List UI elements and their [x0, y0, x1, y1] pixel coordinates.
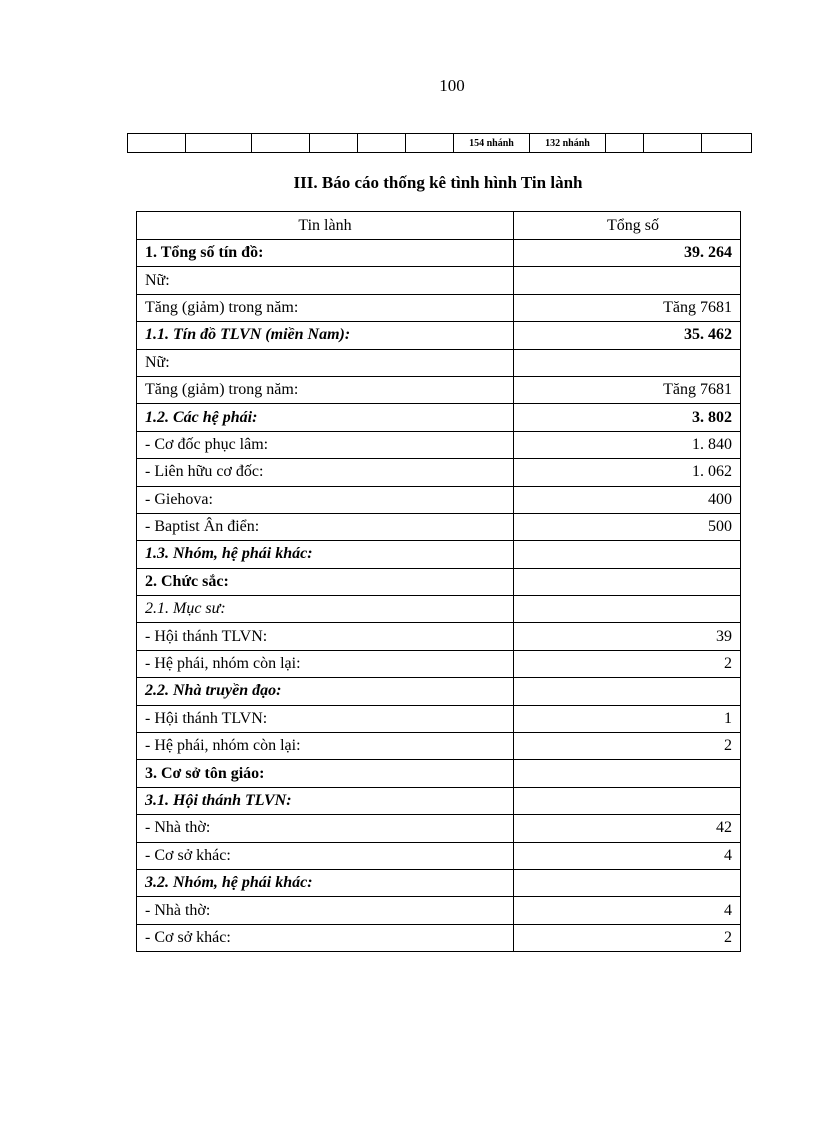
row-label: 1. Tổng số tín đồ: [137, 240, 514, 267]
table-row [137, 568, 741, 595]
table-row [137, 486, 741, 513]
row-label: Nữ: [137, 349, 514, 376]
row-value [514, 541, 741, 568]
table-row [137, 897, 741, 924]
table-row [137, 267, 741, 294]
row-value: 42 [514, 815, 741, 842]
table-row [137, 869, 741, 896]
row-value: 4 [514, 897, 741, 924]
protestant-statistics-table [136, 211, 741, 952]
row-label: - Liên hữu cơ đốc: [137, 459, 514, 486]
table-row [137, 431, 741, 458]
table-row [137, 815, 741, 842]
row-value: 39. 264 [514, 240, 741, 267]
row-value: 39 [514, 623, 741, 650]
row-value: Tăng 7681 [514, 294, 741, 321]
table-row [137, 924, 741, 951]
row-label: 2.1. Mục sư: [137, 596, 514, 623]
table-row [137, 376, 741, 403]
row-label: 1.1. Tín đồ TLVN (miền Nam): [137, 322, 514, 349]
continued-table-row [127, 133, 752, 153]
row-value [514, 349, 741, 376]
table-row [137, 513, 741, 540]
table-cell [702, 134, 752, 153]
row-value: 2 [514, 924, 741, 951]
table-row [137, 240, 741, 267]
table-row [137, 322, 741, 349]
row-value: 3. 802 [514, 404, 741, 431]
row-label: - Hội thánh TLVN: [137, 705, 514, 732]
table-row [137, 787, 741, 814]
table-cell [406, 134, 454, 153]
row-label: 2. Chức sắc: [137, 568, 514, 595]
table-row [137, 678, 741, 705]
row-value [514, 787, 741, 814]
row-label: - Hội thánh TLVN: [137, 623, 514, 650]
table-cell [310, 134, 358, 153]
row-label: 3. Cơ sở tôn giáo: [137, 760, 514, 787]
row-label: - Hệ phái, nhóm còn lại: [137, 733, 514, 760]
table-cell: 132 nhánh [530, 134, 606, 153]
row-label: 2.2. Nhà truyền đạo: [137, 678, 514, 705]
row-value: 2 [514, 650, 741, 677]
row-value: 500 [514, 513, 741, 540]
row-label: Tăng (giảm) trong năm: [137, 376, 514, 403]
table-cell [252, 134, 310, 153]
row-value [514, 568, 741, 595]
table-header-row [137, 212, 741, 240]
row-label: - Cơ sở khác: [137, 842, 514, 869]
row-label: Nữ: [137, 267, 514, 294]
table-row [137, 294, 741, 321]
table-row [137, 842, 741, 869]
row-label: - Baptist Ân điển: [137, 513, 514, 540]
row-label: - Cơ đốc phục lâm: [137, 431, 514, 458]
row-label: - Nhà thờ: [137, 897, 514, 924]
header-label: Tin lành [137, 212, 514, 240]
row-label: - Hệ phái, nhóm còn lại: [137, 650, 514, 677]
row-value [514, 869, 741, 896]
row-value [514, 267, 741, 294]
row-value: 35. 462 [514, 322, 741, 349]
table-row [137, 623, 741, 650]
table-row [137, 349, 741, 376]
row-value: 2 [514, 733, 741, 760]
row-label: Tăng (giảm) trong năm: [137, 294, 514, 321]
table-row [137, 650, 741, 677]
table-cell [186, 134, 252, 153]
row-value: 1. 840 [514, 431, 741, 458]
table-cell [358, 134, 406, 153]
row-value: 4 [514, 842, 741, 869]
table-cell [606, 134, 644, 153]
table-cell [128, 134, 186, 153]
section-title: III. Báo cáo thống kê tình hình Tin lành [293, 173, 583, 192]
row-label: 3.2. Nhóm, hệ phái khác: [137, 869, 514, 896]
table-row [137, 733, 741, 760]
table-row [137, 541, 741, 568]
table-row [137, 760, 741, 787]
row-label: - Cơ sở khác: [137, 924, 514, 951]
row-value [514, 760, 741, 787]
table-row [137, 404, 741, 431]
row-label: - Nhà thờ: [137, 815, 514, 842]
table-row [137, 459, 741, 486]
row-label: 3.1. Hội thánh TLVN: [137, 787, 514, 814]
table-row [137, 596, 741, 623]
row-value: 1 [514, 705, 741, 732]
table-cell: 154 nhánh [454, 134, 530, 153]
row-value: 400 [514, 486, 741, 513]
row-value: Tăng 7681 [514, 376, 741, 403]
table-cell [644, 134, 702, 153]
row-value [514, 678, 741, 705]
table-row [137, 705, 741, 732]
row-value [514, 596, 741, 623]
row-label: 1.3. Nhóm, hệ phái khác: [137, 541, 514, 568]
row-value: 1. 062 [514, 459, 741, 486]
header-total: Tổng số [514, 212, 741, 240]
row-label: 1.2. Các hệ phái: [137, 404, 514, 431]
page-number: 100 [439, 76, 465, 95]
row-label: - Giehova: [137, 486, 514, 513]
